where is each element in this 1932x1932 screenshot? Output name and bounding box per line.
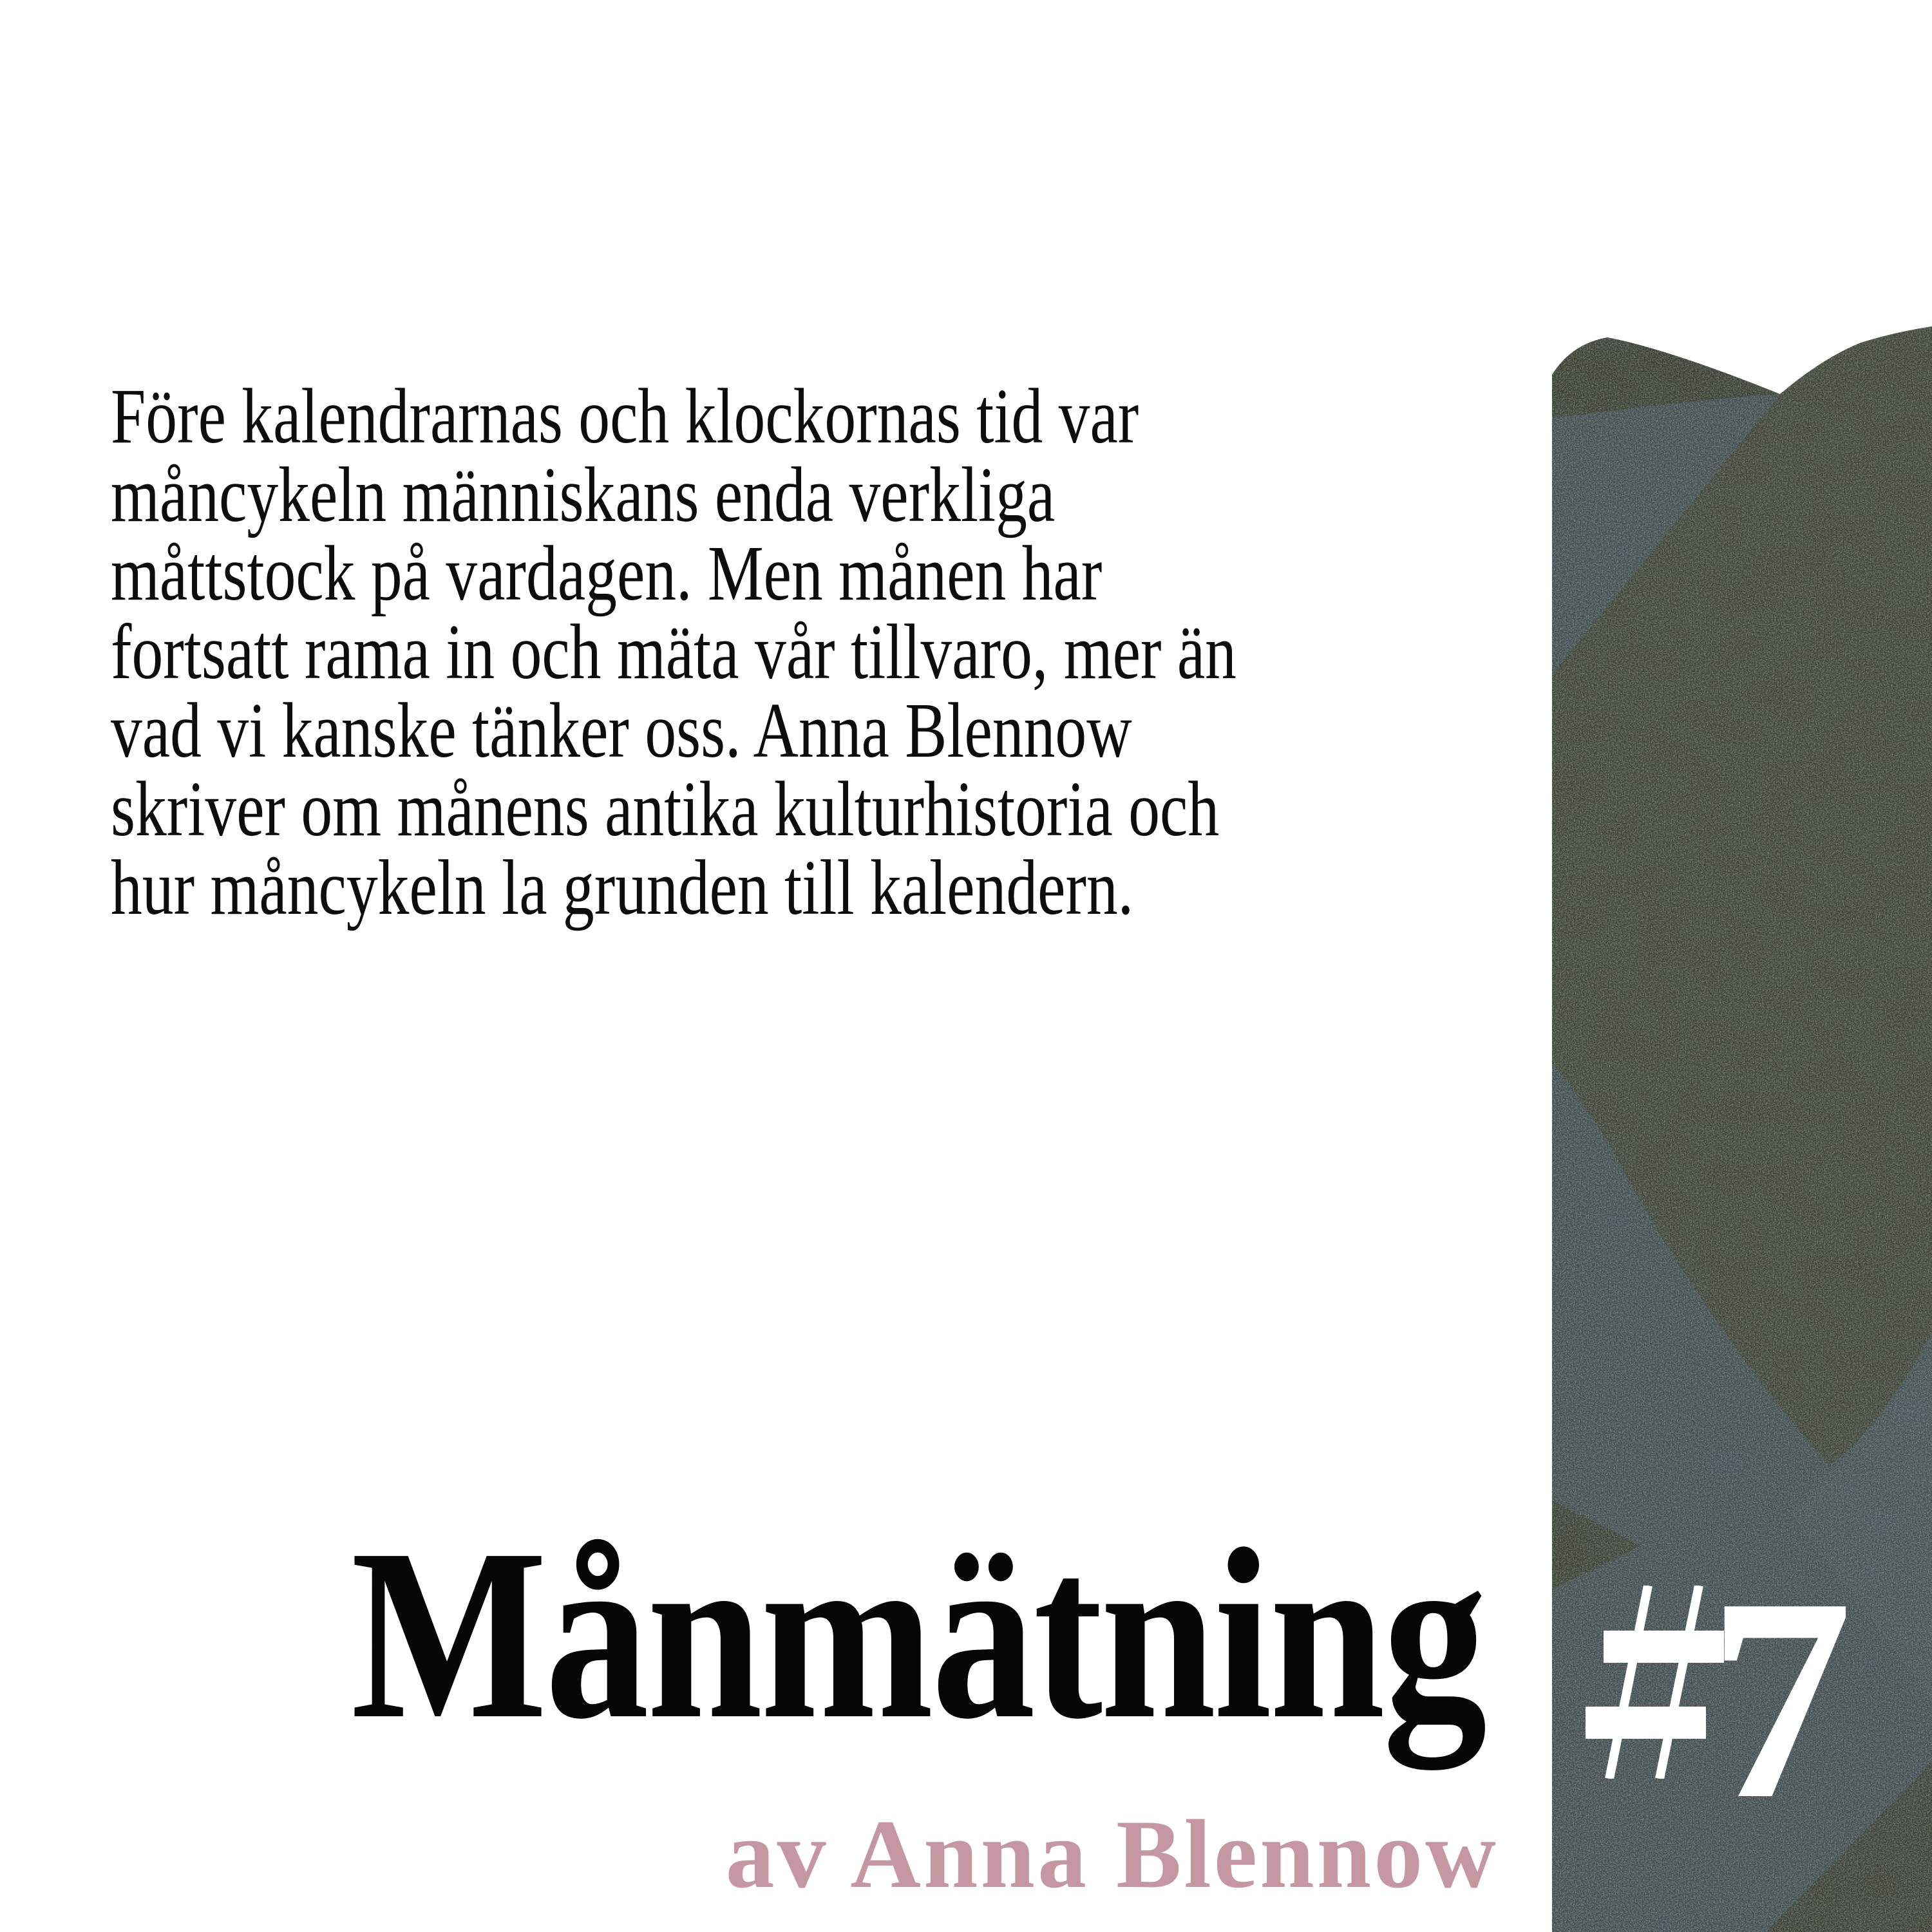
issue-digit: 7 xyxy=(1708,1539,1853,1859)
intro-line: måttstock på vardagen. Men månen har xyxy=(111,530,1103,617)
intro-line: fortsatt rama in och mäta vår tillvaro, mer än xyxy=(111,609,1236,696)
hash-glyph xyxy=(1586,1586,1724,1779)
intro-line: vad vi kanske tänker oss. Anna Blennow xyxy=(111,687,1132,774)
page-title: Månmätning xyxy=(351,1499,1485,1770)
intro-line: måncykeln människans enda verkliga xyxy=(111,451,1056,538)
intro-line: skriver om månens antika kulturhistoria och xyxy=(111,766,1220,853)
intro-paragraph xyxy=(111,373,1236,931)
byline: av Anna Blennow xyxy=(725,1800,1499,1908)
intro-line: hur måncykeln la grunden till kalendern. xyxy=(111,844,1134,931)
intro-line: Före kalendrarnas och klockornas tid var xyxy=(111,373,1139,460)
